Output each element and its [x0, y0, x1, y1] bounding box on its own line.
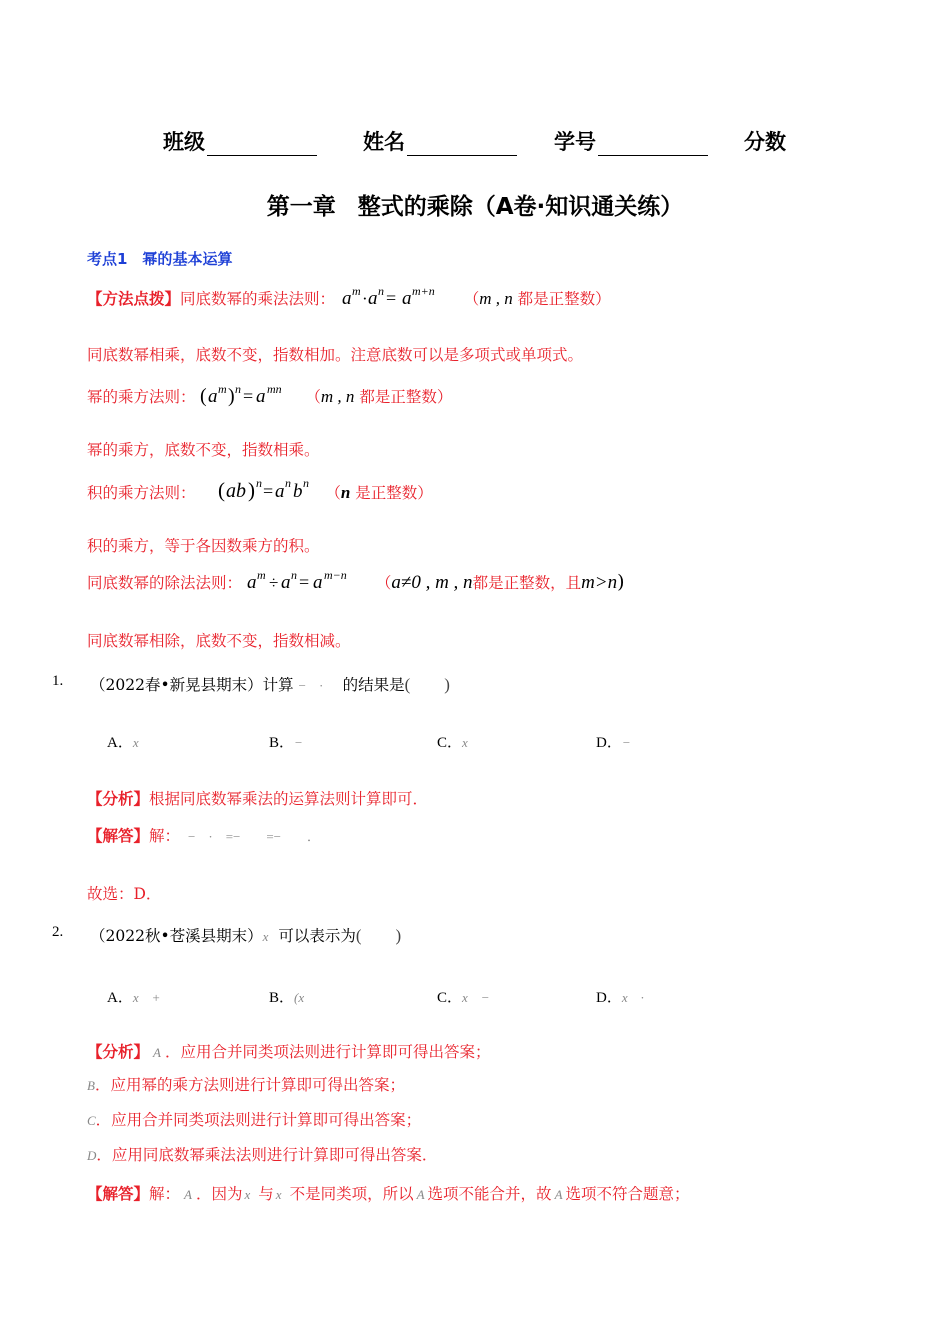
svg-text:(: (	[218, 478, 226, 502]
rule3-formula	[200, 476, 325, 502]
student-id-blank[interactable]	[598, 135, 708, 156]
rule3-formula-graphic	[218, 476, 320, 504]
svg-text:mn: mn	[267, 382, 283, 396]
svg-text:=: =	[385, 288, 397, 308]
svg-text:a: a	[280, 572, 291, 593]
method-rule2-desc: 幂的乘方，底数不变，指数相乘。	[87, 441, 320, 459]
question-1: 1. （2022春•新晃县期末）计算 − · 的结果是( )	[52, 670, 63, 690]
rule2-formula-graphic	[200, 382, 300, 408]
svg-text:a: a	[275, 481, 285, 502]
svg-text:a: a	[367, 288, 378, 309]
svg-text:a: a	[341, 288, 352, 309]
svg-text:·: ·	[361, 289, 368, 308]
svg-text:÷: ÷	[268, 573, 279, 592]
svg-text:a: a	[246, 572, 257, 593]
svg-text:m: m	[218, 382, 228, 396]
rule4-formula-graphic	[247, 568, 371, 594]
svg-text:a: a	[312, 572, 323, 593]
svg-text:m: m	[351, 284, 361, 298]
student-info-row	[0, 126, 950, 156]
q1-stem: （2022春•新晃县期末）计算 − · 的结果是( )	[90, 675, 450, 694]
svg-text:b: b	[293, 481, 303, 502]
method-rule2: 幂的乘方法则： ( a m ) n = a mn （m , n 都是正整数）	[87, 382, 453, 407]
section-heading: 考点1 幂的基本运算	[87, 250, 233, 268]
rule4-formula	[246, 568, 376, 593]
q1-option-b[interactable]: B．−	[269, 735, 303, 751]
q2-stem: （2022秋•苍溪县期末）x 可以表示为( )	[90, 926, 402, 945]
svg-text:=: =	[263, 481, 274, 501]
svg-text:n: n	[285, 476, 292, 490]
q2-analysis-c: C．应用合并同类项法则进行计算即可得出答案；	[87, 1111, 422, 1129]
svg-text:): )	[228, 385, 236, 407]
rule1-formula-graphic	[340, 284, 458, 310]
svg-text:a: a	[256, 386, 266, 407]
method-rule3: 积的乘方法则： ( ab ) n = a n b n （n 是正整数）	[87, 476, 433, 502]
svg-text:a: a	[208, 386, 218, 407]
q1-option-c[interactable]: C．x	[437, 735, 468, 751]
svg-text:m−n: m−n	[323, 568, 347, 582]
rule2-formula	[200, 382, 305, 407]
svg-text:m: m	[256, 568, 266, 582]
question-2: 2. （2022秋•苍溪县期末）x 可以表示为( )	[52, 921, 63, 941]
svg-text:n: n	[256, 476, 263, 490]
method-rule1: 【方法点拨】同底数幂的乘法法则： a m · a n = a m+n （m , n 都是正整数）	[87, 284, 611, 309]
q1-analysis: 【分析】根据同底数幂乘法的运算法则计算即可．	[87, 789, 429, 808]
q2-analysis: 【分析】 A ．应用合并同类项法则进行计算即可得出答案；	[87, 1042, 491, 1061]
q2-solution: 【解答】解： A ．因为 x 与 x 不是同类项，所以 A 选项不能合并，故 A 选项不符合题意；	[87, 1184, 690, 1203]
name-blank[interactable]	[407, 135, 517, 156]
svg-text:m+n: m+n	[411, 284, 435, 298]
method-rule4: 同底数幂的除法法则： a m ÷ a n = a m−n （a≠0 , m , n都是正整数，且m>n)	[87, 568, 625, 593]
method-rule3-desc: 积的乘方，等于各因数乘方的积。	[87, 537, 320, 555]
q2-analysis-b: B．应用幂的乘方法则进行计算即可得出答案；	[87, 1076, 405, 1094]
svg-text:): )	[248, 478, 256, 502]
svg-text:=: =	[243, 386, 254, 406]
svg-text:a: a	[401, 288, 412, 309]
svg-text:n: n	[235, 382, 242, 396]
q2-analysis-d: D．应用同底数幂乘法法则进行计算即可得出答案．	[87, 1146, 438, 1164]
q2-option-d[interactable]: D．x ·	[596, 990, 644, 1006]
q1-option-a[interactable]: A．x	[107, 735, 139, 751]
q1-solution: 【解答】解： − · =− =− ．	[87, 826, 321, 845]
q1-option-d[interactable]: D．−	[596, 735, 631, 751]
method-rule4-desc: 同底数幂相除，底数不变，指数相减。	[87, 632, 351, 650]
score-label: 分数	[744, 130, 786, 154]
rule1-formula	[340, 284, 464, 309]
svg-text:(: (	[200, 385, 208, 407]
class-blank[interactable]	[207, 135, 317, 156]
q2-option-a[interactable]: A．x +	[107, 990, 161, 1006]
method-rule1-desc: 同底数幂相乘，底数不变，指数相加。注意底数可以是多项式或单项式。	[87, 346, 584, 364]
svg-text:n: n	[290, 568, 297, 582]
svg-text:=: =	[298, 572, 310, 592]
class-field[interactable]: 班级	[163, 126, 317, 156]
svg-text:n: n	[377, 284, 384, 298]
q2-option-b[interactable]: B．(x	[269, 990, 305, 1006]
q1-answer: 故选：D．	[87, 885, 162, 903]
student-id-field[interactable]: 学号	[554, 126, 708, 156]
q2-option-c[interactable]: C．x −	[437, 990, 490, 1006]
name-field[interactable]: 姓名	[363, 126, 517, 156]
svg-text:ab: ab	[226, 480, 247, 502]
svg-text:n: n	[303, 476, 310, 490]
page-title: 第一章 整式的乘除（A卷·知识通关练）	[266, 194, 684, 220]
